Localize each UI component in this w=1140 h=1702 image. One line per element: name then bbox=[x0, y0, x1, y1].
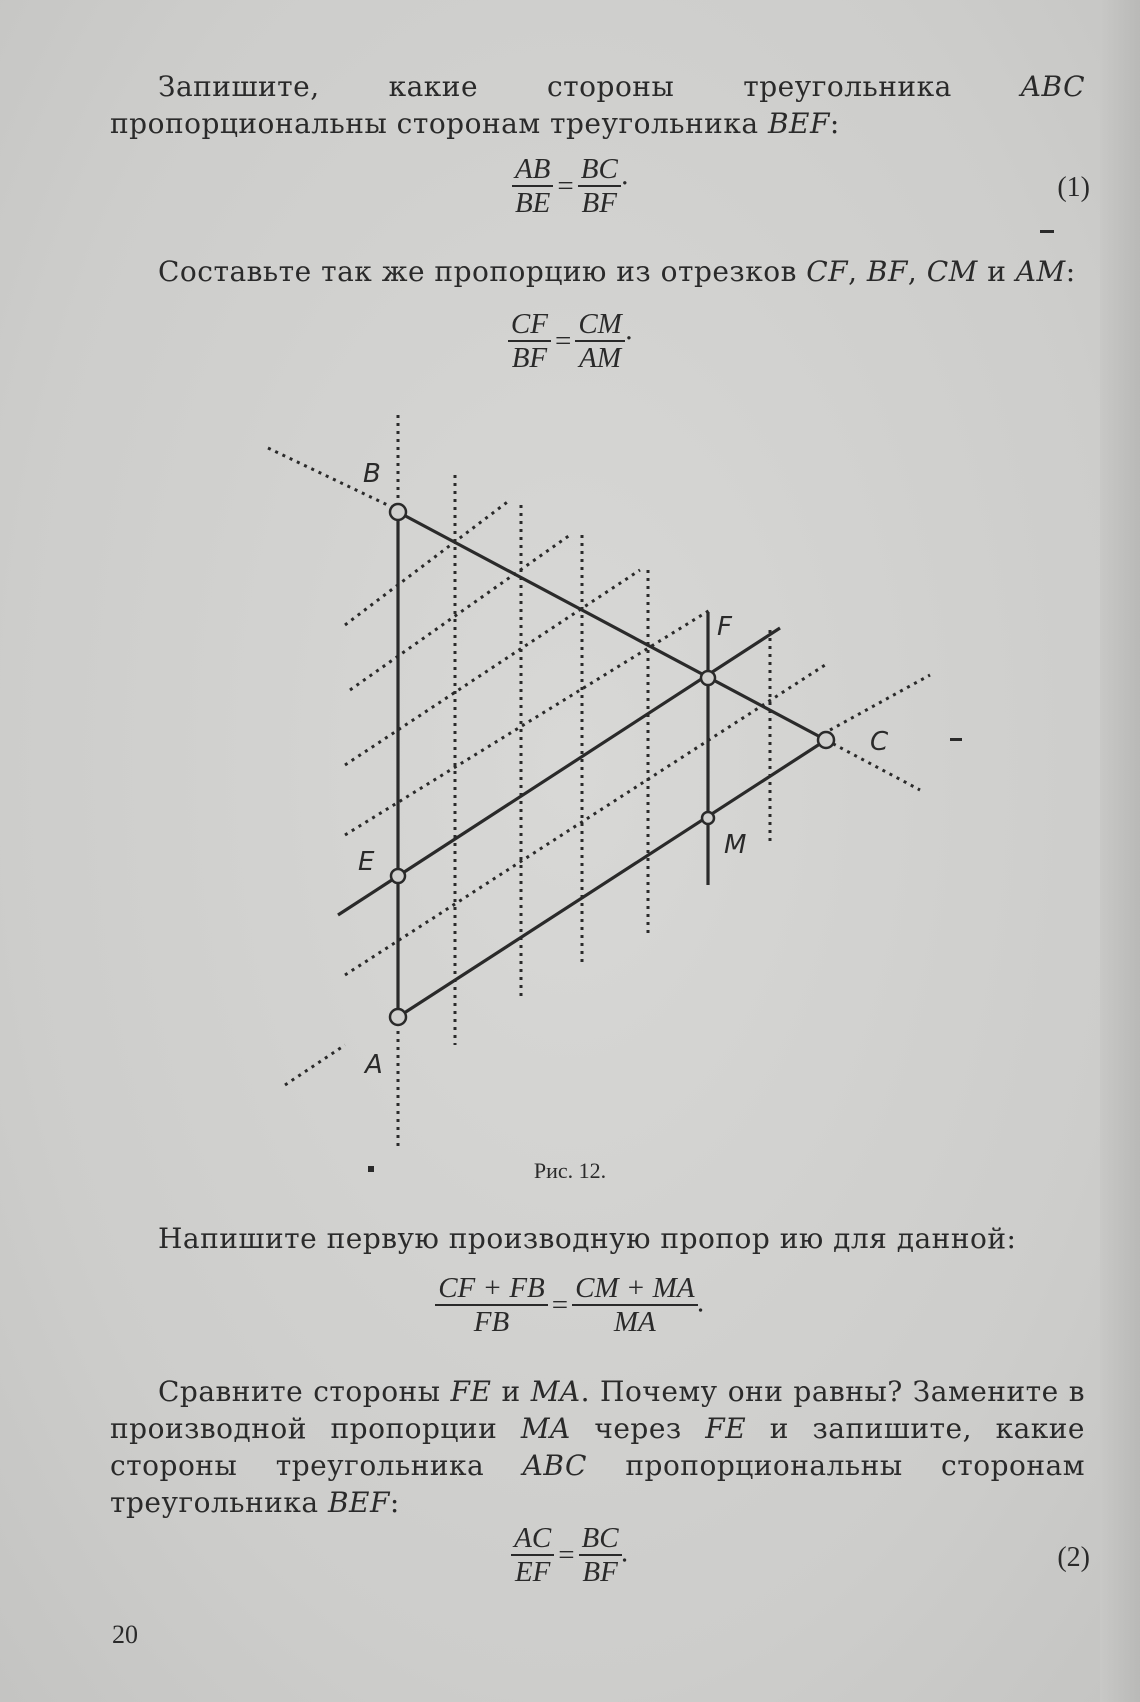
formula-4 bbox=[0, 1522, 1140, 1588]
text: и запишите, какие стороны треугольника bbox=[110, 1412, 1086, 1482]
fraction bbox=[435, 1272, 548, 1338]
point-f bbox=[701, 671, 715, 685]
denominator: AM bbox=[579, 342, 622, 374]
punctuation: · bbox=[620, 167, 629, 200]
triangle-bef: BEF bbox=[327, 1486, 390, 1519]
text: Сравните стороны bbox=[158, 1375, 451, 1408]
segment-fe: FE bbox=[450, 1375, 492, 1408]
text: : bbox=[829, 107, 840, 140]
denominator: BF bbox=[581, 187, 617, 219]
figure-caption: Рис. 12. bbox=[533, 1158, 607, 1183]
label-f: F bbox=[717, 612, 732, 642]
page-number: 20 bbox=[112, 1620, 138, 1649]
dotted-line bbox=[830, 675, 930, 730]
speck bbox=[1040, 230, 1054, 233]
side-ac bbox=[398, 740, 826, 1017]
segment-fe: FE bbox=[705, 1412, 747, 1445]
denominator: BF bbox=[582, 1556, 618, 1588]
equals-sign: = bbox=[551, 1288, 569, 1321]
paragraph-3 bbox=[110, 1220, 1085, 1257]
numerator: BC bbox=[578, 153, 621, 187]
text: Составьте так же пропорцию из отрезков bbox=[158, 255, 807, 288]
point-b bbox=[390, 504, 406, 520]
dotted-line bbox=[345, 665, 825, 975]
numerator: CM bbox=[575, 308, 625, 342]
point-a bbox=[390, 1009, 406, 1025]
equals-sign: = bbox=[554, 324, 572, 357]
point-c bbox=[818, 732, 834, 748]
text: пропорциональны сторонам треугольника bbox=[110, 1449, 1085, 1519]
denominator: MA bbox=[613, 1306, 656, 1338]
segment-am: AM bbox=[1015, 255, 1066, 288]
equals-sign: = bbox=[557, 169, 574, 202]
numerator: BC bbox=[579, 1522, 622, 1556]
equals-sign: = bbox=[558, 1538, 575, 1571]
numerator: CF bbox=[508, 308, 551, 342]
triangle-abc: ABC bbox=[522, 1449, 587, 1482]
dotted-line bbox=[285, 1045, 345, 1085]
punctuation: . bbox=[697, 1286, 705, 1319]
solid-lines bbox=[338, 512, 826, 1017]
triangle-abc: ABC bbox=[1020, 70, 1085, 103]
segment-cm: CM bbox=[926, 255, 978, 288]
dotted-vertical-lines bbox=[398, 415, 770, 1150]
text: пропорциональны сторонам треугольника bbox=[110, 107, 768, 140]
label-m: M bbox=[724, 830, 747, 860]
triangle-bef: BEF bbox=[767, 107, 830, 140]
points bbox=[390, 504, 834, 1025]
paragraph-4 bbox=[110, 1373, 1085, 1521]
side-bc bbox=[398, 512, 826, 740]
numerator: AB bbox=[512, 153, 553, 187]
label-a: A bbox=[365, 1050, 383, 1080]
denominator: FB bbox=[473, 1306, 510, 1338]
label-b: B bbox=[363, 459, 381, 489]
point-m bbox=[702, 812, 714, 824]
equation-number-2: (2) bbox=[1057, 1542, 1090, 1573]
point-e bbox=[391, 869, 405, 883]
segment-cf: CF bbox=[806, 255, 849, 288]
text: Запишите, какие стороны треугольника bbox=[158, 70, 1021, 103]
denominator: EF bbox=[514, 1556, 551, 1588]
numerator: CF + FB bbox=[435, 1272, 548, 1306]
segment-ma: MA bbox=[520, 1412, 571, 1445]
punctuation: . bbox=[621, 1536, 629, 1569]
text: : bbox=[1065, 255, 1076, 288]
text: и bbox=[977, 255, 1016, 288]
label-e: E bbox=[358, 847, 375, 877]
speck bbox=[950, 738, 962, 741]
text: : bbox=[389, 1486, 400, 1519]
dotted-line bbox=[345, 500, 510, 625]
formula-3 bbox=[0, 1272, 1140, 1338]
dotted-line bbox=[345, 610, 710, 835]
text: через bbox=[570, 1412, 706, 1445]
paragraph-2: Составьте так же пропорцию из отрезков CF, BF, CM и AM: bbox=[158, 255, 1076, 288]
numerator: AC bbox=[511, 1522, 554, 1556]
text: и bbox=[491, 1375, 531, 1408]
fraction bbox=[511, 1522, 554, 1588]
text: . Почему они равны? Замените в производной пропорции bbox=[110, 1375, 1085, 1445]
segment-bf: BF bbox=[866, 255, 908, 288]
equation-number-1: (1) bbox=[1057, 172, 1090, 203]
fraction bbox=[572, 1272, 697, 1338]
text: Напишите первую производную пропор ию для данной: bbox=[158, 1222, 1017, 1255]
punctuation: · bbox=[624, 322, 633, 355]
dotted-line bbox=[345, 570, 640, 765]
denominator: BF bbox=[511, 342, 548, 374]
denominator: BE bbox=[514, 187, 551, 219]
numerator: CM + MA bbox=[572, 1272, 697, 1306]
dotted-line bbox=[350, 535, 570, 690]
dotted-diagonal-lines bbox=[268, 448, 930, 1085]
label-c: C bbox=[870, 727, 889, 757]
segment-ma: MA bbox=[530, 1375, 581, 1408]
fraction bbox=[579, 1522, 622, 1588]
